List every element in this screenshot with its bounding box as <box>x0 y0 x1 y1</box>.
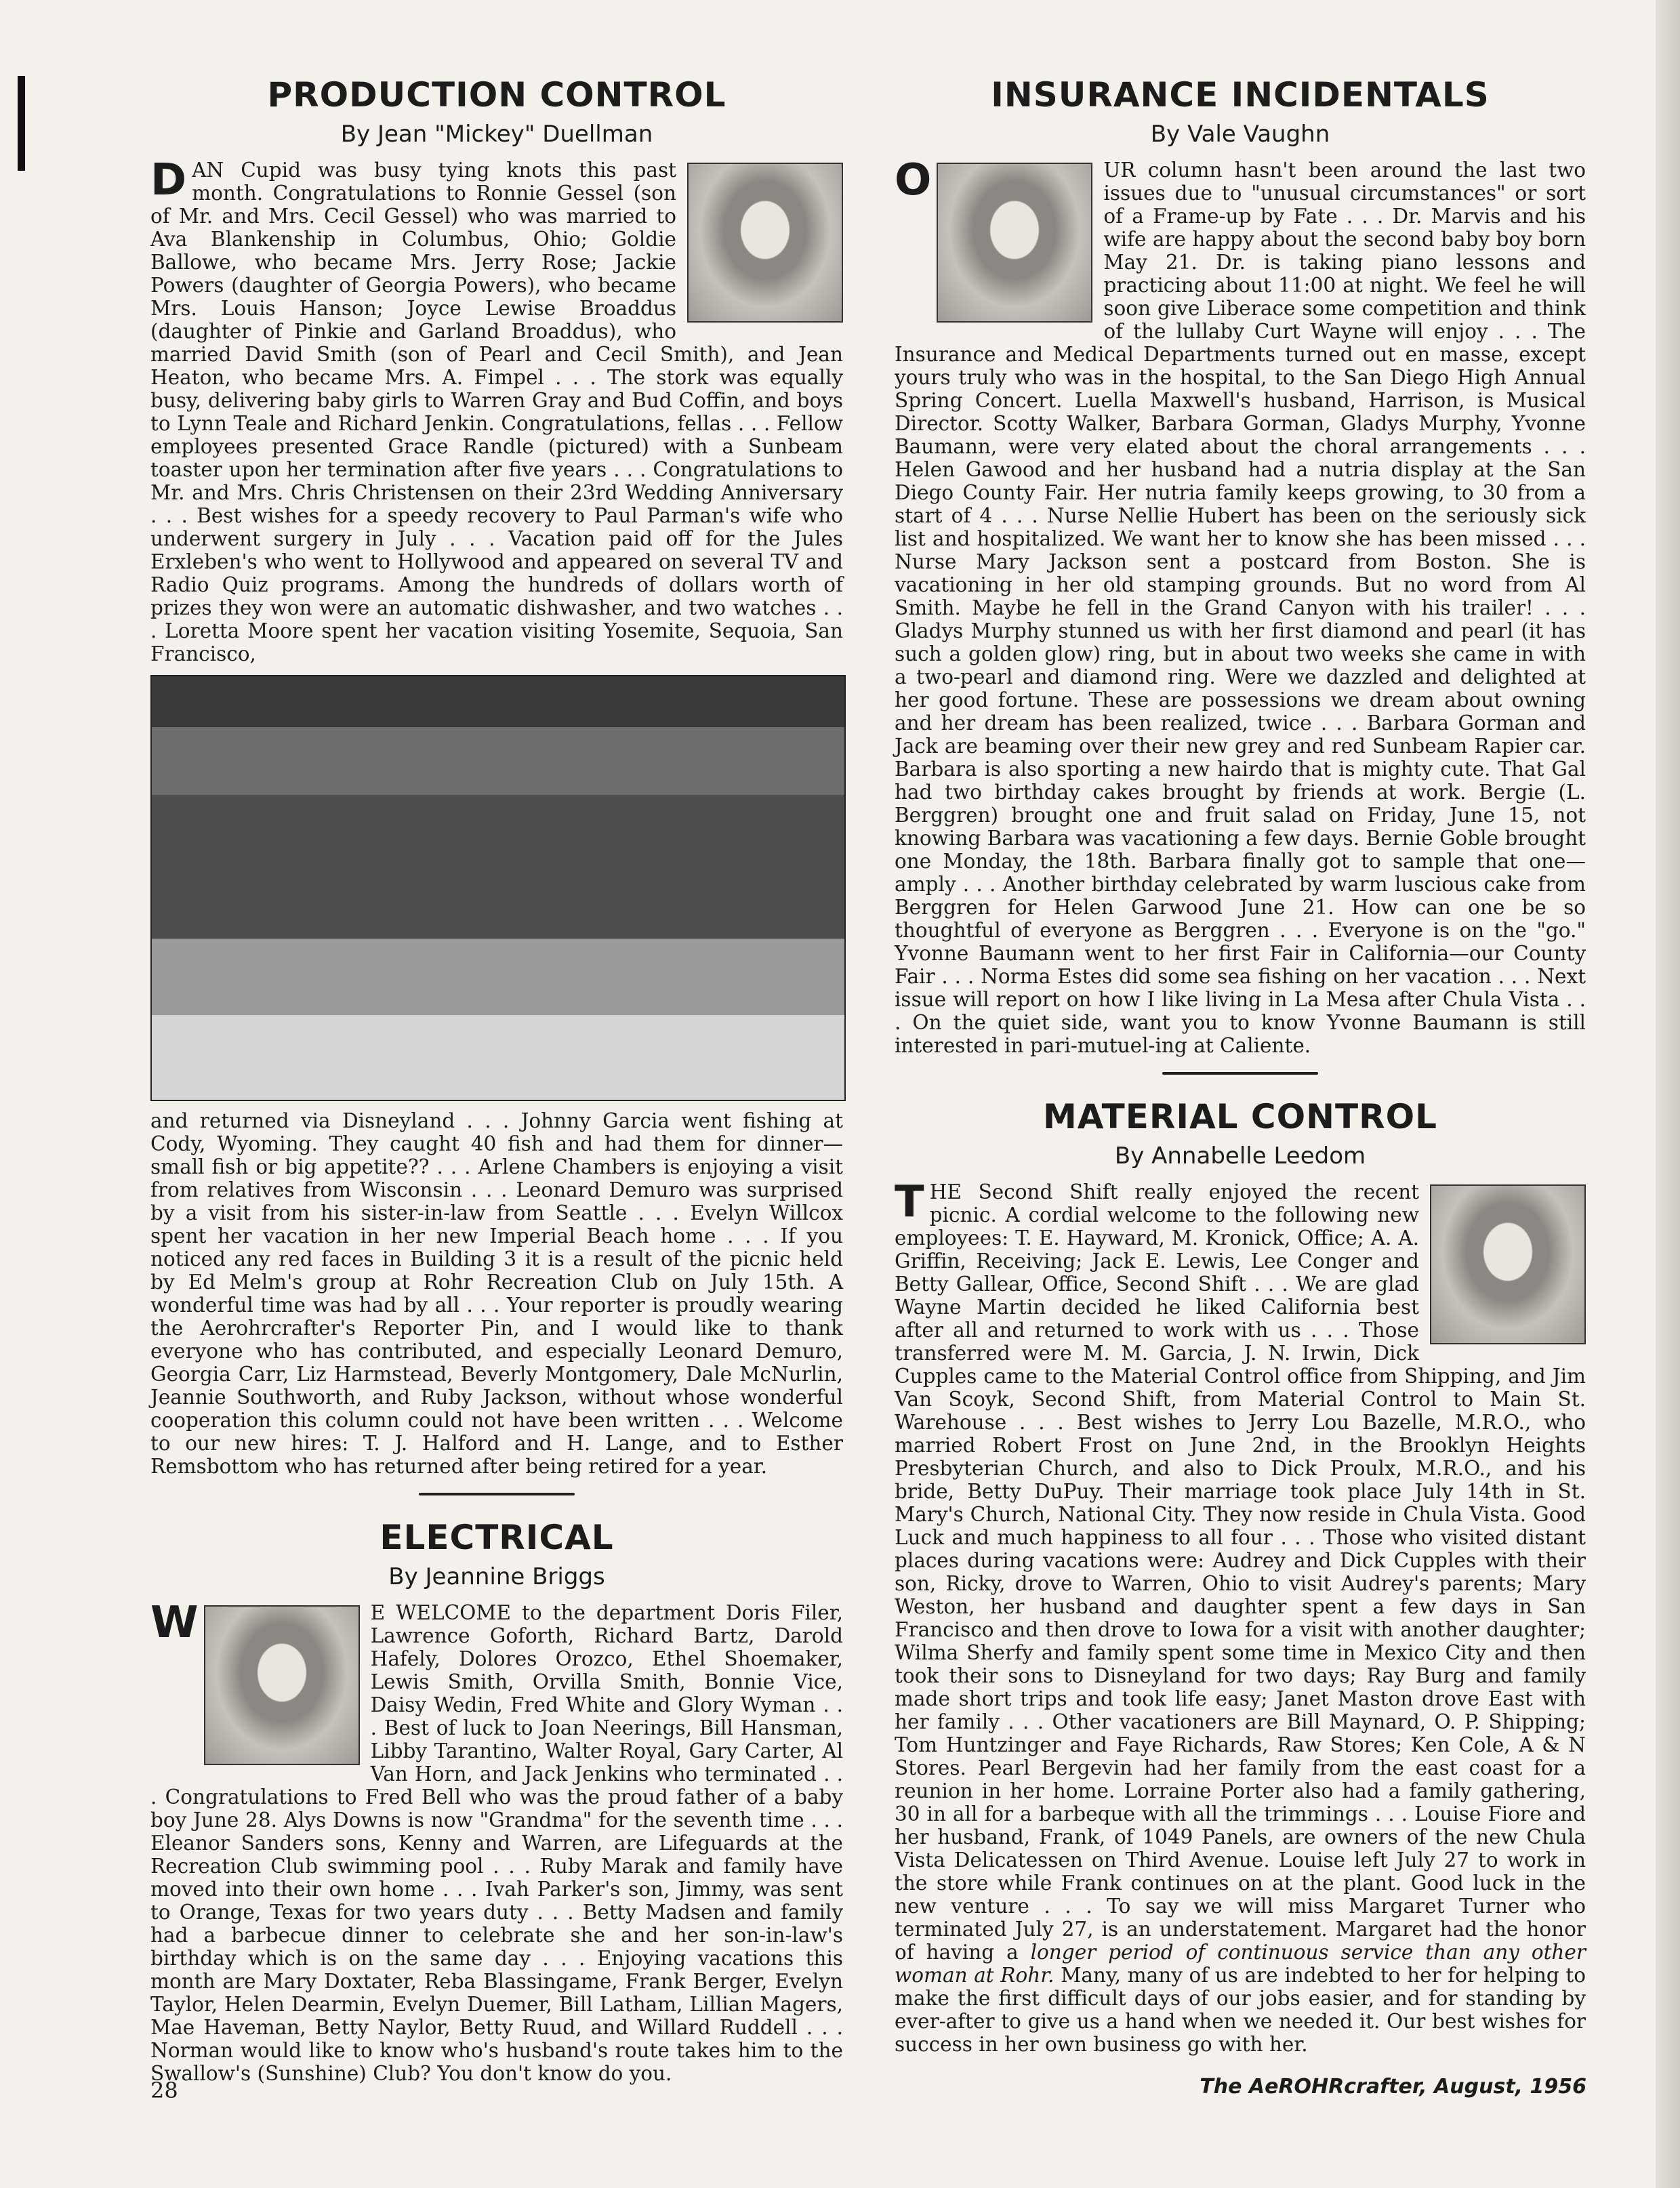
page-edge <box>1656 0 1680 2188</box>
material-paragraph-2: Many, many of us are indebted to her for helping to make the first difficult days of our jobs easier, and for standing by ever-after to give us a hand when we needed it. Our best wishes for success in her own business go with her. <box>895 1964 1586 2056</box>
group-photo <box>150 675 846 1101</box>
material-heading: MATERIAL CONTROL <box>1043 1097 1437 1136</box>
insurance-paragraph: UR column hasn't been around the last two issues due to "unusual circumstances" or sort of a Frame-up by Fate . . . Dr. Marvis and his wife are happy about the second baby boy born May 21. Dr. is taking piano lessons and practicing about 11:00 at night. We feel he will soon give Liberace some competition and think of the lullaby Curt Wayne will enjoy . . . The Insurance and Medical Departments turned out en masse, except yours truly who was in the hospital, to the San Diego High Annual Spring Concert. Luella Maxwell's husband, Harrison, is Musical Director. Scotty Walker, Barbara Gorman, Gladys Murphy, Yvonne Baumann, were very elated about the choral arrangements . . . Helen Gawood and her husband had a nutria display at the San Diego County Fair. Her nutria family keeps growing, to 30 from a start of 4 . . . Nurse Nellie Hubert has been on the seriously sick list and hospitalized. We want her to know she has been missed . . . Nurse Mary Jackson sent a postcard from Boston. She is vacationing in her old stamping grounds. But no word from Al Smith. Maybe he fell in the Grand Canyon with his trailer! . . . Gladys Murphy stunned us with her first diamond and pearl (it has such a golden glow) ring, but in about two weeks she came in with a two-pearl and diamond ring. Were we dazzled and delighted at her good fortune. These are possessions we dream about owning and her dream has been realized, twice . . . Barbara Gorman and Jack are beaming over their new grey and red Sunbeam Rapier car. Barbara is also sporting a new hairdo that is mighty cute. That Gal had two birthday cakes brought by friends at work. Bergie (L. Berggren) brought one and fruit salad on Friday, June 15, not knowing Barbara was vacationing a few days. Bernie Goble brought one Monday, the 18th. Barbara finally got to sample that one—amply . . . Another birthday celebrated by warm luscious cake from Berggren for Helen Garwood June 21. How can one be so thoughtful of everyone as Berggren . . . Everyone is on the "go." Yvonne Baumann went to her first Fair in California—our County Fair . . . Norma Estes did some sea fishing on her vacation . . . Next issue will report on how I like living in La Mesa after Chula Vista . . . On the quiet side, want you to know Yvonne Baumann is still interested in pari-mutuel-ing at Caliente. <box>895 159 1586 1057</box>
insurance-article <box>895 73 1586 1057</box>
production-paragraph-2: and returned via Disneyland . . . Johnny Garcia went fishing at Cody, Wyoming. They caught 40 fish and had them for dinner—small fish or big appetite?? . . . Arlene Chambers is enjoying a visit from relatives from Wisconsin . . . Leonard Demuro was surprised by a visit from his sister-in-law from Seattle . . . Evelyn Willcox spent her vacation in her new Imperial Beach home . . . If you noticed any red faces in Building 3 it is a result of the picnic held by Ed Melm's group at Rohr Recreation Club on July 15th. A wonderful time was had by all . . . Your reporter is proudly wearing the Aerohrcrafter's Reporter Pin, and I would like to thank everyone who has contributed, and especially Leonard Demuro, Georgia Carr, Liz Harmstead, Beverly Montgomery, Dale McNurlin, Jeannie Southworth, and Ruby Jackson, without whose wonderful cooperation this column could not have been written . . . Welcome to our new hires: T. J. Halford and H. Lange, and to Esther Remsbottom who has returned after being retired for a year. <box>150 1109 843 1478</box>
portrait-photo <box>937 163 1092 323</box>
production-drop-cap: D <box>150 155 187 205</box>
electrical-drop-cap: W <box>150 1598 199 1648</box>
portrait-photo <box>687 163 843 323</box>
production-paragraph-1: AN Cupid was busy tying knots this past month. Congratulations to Ronnie Gessel (son of Mr. and Mrs. Cecil Gessel) who was married to Ava Blankenship in Columbus, Ohio; Goldie Ballowe, who became Mrs. Jerry Rose; Jackie Powers (daughter of Georgia Powers), who became Mrs. Louis Hanson; Joyce Lewise Broaddus (daughter of Pinkie and Garland Broaddus), who married David Smith (son of Pearl and Cecil Smith), and Jean Heaton, who became Mrs. A. Fimpel . . . The stork was equally busy, delivering baby girls to Warren Gray and Bud Coffin, and boys to Lynn Teale and Richard Jenkin. Congratulations, fellas . . . Fellow employees presented Grace Randle (pictured) with a Sunbeam toaster upon her termination after five years . . . Congratulations to Mr. and Mrs. Chris Christensen on their 23rd Wedding Anniversary . . . Best wishes for a speedy recovery to Paul Parman's wife who underwent surgery in July . . . Vacation paid off for the Jules Erxleben's who went to Hollywood and appeared on several TV and Radio Quiz programs. Among the hundreds of dollars worth of prizes they won were an automatic dishwasher, and two watches . . . Loretta Moore spent her vacation visiting Yosemite, Sequoia, San Francisco, <box>150 159 843 665</box>
right-column <box>895 73 1586 2056</box>
binding-mark <box>18 76 25 171</box>
insurance-drop-cap: O <box>895 155 932 205</box>
section-divider <box>419 1493 575 1495</box>
production-byline: By Jean "Mickey" Duellman <box>340 121 653 148</box>
portrait-photo <box>204 1605 360 1765</box>
production-heading: PRODUCTION CONTROL <box>267 75 726 115</box>
material-italic-phrase: longer period of continuous service than any other woman at Rohr. <box>895 1941 1586 1987</box>
material-control-article <box>895 1095 1586 2056</box>
production-control-article <box>150 73 843 1478</box>
material-drop-cap: T <box>895 1177 924 1227</box>
material-text <box>895 1177 1586 2056</box>
portrait-photo <box>1430 1184 1586 1344</box>
material-byline: By Annabelle Leedom <box>1114 1142 1366 1170</box>
production-text-1 <box>150 155 843 665</box>
section-divider <box>1162 1072 1318 1075</box>
material-paragraph-1: HE Second Shift really enjoyed the recent picnic. A cordial welcome to the following new employees: T. E. Hayward, M. Kronick, Office; A. A. Griffin, Receiving; Jack E. Lewis, Lee Conger and Betty Gallear, Office, Second Shift . . . We are glad Wayne Martin decided he liked California best after all and returned to work with us . . . Those transferred were M. M. Garcia, J. N. Irwin, Dick Cupples came to the Material Control office from Shipping, and Jim Van Scoyk, Second Shift, from Material Control to Main St. Warehouse . . . Best wishes to Jerry Lou Bazelle, M.R.O., who married Robert Frost on June 2nd, in the Brooklyn Heights Presbyterian Church, and also to Dick Proulx, M.R.O., and his bride, Betty DuPuy. Their marriage took place July 14th in St. Mary's Church, National City. They now reside in Chula Vista. Good Luck and much happiness to all four . . . Those who visited distant places during vacations were: Audrey and Dick Cupples with their son, Ricky, drove to Warren, Ohio to visit Audrey's parents; Mary Weston, her husband and daughter spent a few days in San Francisco and then drove to Iowa for a visit with another daughter; Wilma Sherfy and family spent some time in Mexico City and then took their sons to Disneyland for two days; Ray Burg and family made short trips and took life easy; Janet Maston drove East with her family . . . Other vacationers are Bill Maynard, O. P. Shipping; Tom Huntzinger and Faye Richards, Raw Stores; Ken Cole, A & N Stores. Pearl Bergevin had her family from the east coast for a reunion in her home. Lorraine Porter also had a family gathering, 30 in all for a barbeque with all the trimmings . . . Louise Fiore and her husband, Frank, of 1049 Panels, are owners of the new Chula Vista Delicatessen on Third Avenue. Louise left July 27 to work in the store while Frank continues on at the plant. Good luck in the new venture . . . To say we will miss Margaret Turner who terminated July 27, is an understatement. Margaret had the honor of having a <box>895 1180 1586 1964</box>
insurance-text <box>895 155 1586 1057</box>
insurance-heading: INSURANCE INCIDENTALS <box>991 75 1490 115</box>
electrical-article <box>150 1516 843 2085</box>
electrical-byline: By Jeannine Briggs <box>388 1563 605 1590</box>
electrical-text <box>150 1598 843 2085</box>
electrical-heading: ELECTRICAL <box>380 1518 614 1557</box>
publication-footer: The AeROHRcrafter, August, 1956 <box>1200 2075 1586 2099</box>
page-number: 28 <box>150 2078 178 2103</box>
insurance-byline: By Vale Vaughn <box>1150 121 1330 148</box>
left-column <box>150 73 843 2085</box>
electrical-paragraph: E WELCOME to the department Doris Filer, Lawrence Goforth, Richard Bartz, Darold Hafely, Dolores Orozco, Ethel Shoemaker, Lewis Smith, Orvilla Smith, Bonnie Vice, Daisy Wedin, Fred White and Glory Wyman . . . Best of luck to Joan Neerings, Bill Hansman, Libby Tarantino, Walter Royal, Gary Carter, Al Van Horn, and Jack Jenkins who terminated . . . Congratulations to Fred Bell who was the proud father of a baby boy June 28. Alys Downs is now "Grandma" for the seventh time . . . Eleanor Sanders sons, Kenny and Warren, are Lifeguards at the Recreation Club swimming pool . . . Ruby Marak and family have moved into their own home . . . Ivah Parker's son, Jimmy, was sent to Orange, Texas for two years duty . . . Betty Madsen and family had a barbecue dinner to celebrate she and her son-in-law's birthday which is on the same day . . . Enjoying vacations this month are Mary Doxtater, Reba Blassingame, Frank Berger, Evelyn Taylor, Helen Dearmin, Evelyn Duemer, Bill Latham, Lillian Magers, Mae Haveman, Betty Naylor, Betty Ruud, and Willard Ruddell . . . Norman would like to know who's husband's route takes him to the Swallow's (Sunshine) Club? You don't know do you. <box>150 1601 843 2085</box>
